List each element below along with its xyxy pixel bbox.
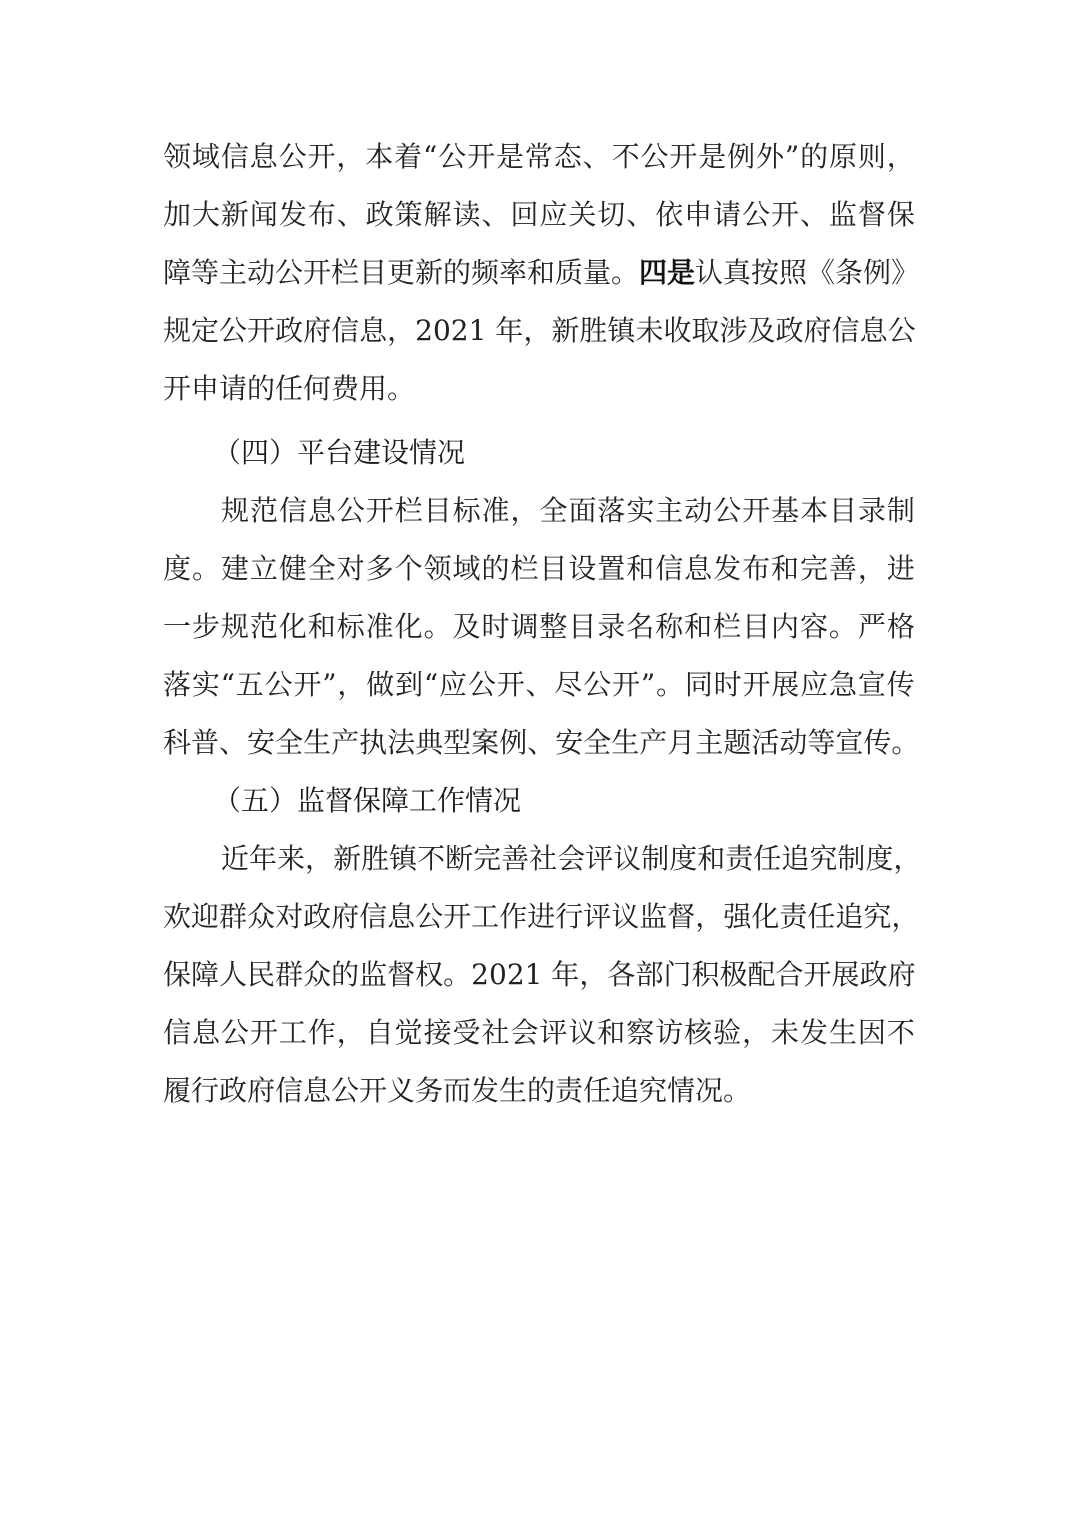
paragraph-text: 加 大 新 闻 发 布 、 政 策 解 读 、 回 应 关 切 、 依 申 请 公 开 、 监 督 保 xyxy=(163,198,915,231)
bold-marker: 四是 xyxy=(639,256,696,289)
section-heading: （四）平台建设情况 xyxy=(213,436,466,469)
paragraph-text: 度 。 建 立 健 全 对 多 个 领 域 的 栏 目 设 置 和 信 息 发 布 和 完 善 ， 进 xyxy=(163,552,915,585)
paragraph-text: 一 步 规 范 化 和 标 准 化 。 及 时 调 整 目 录 名 称 和 栏 目 内 容 。 严 格 xyxy=(163,610,915,643)
paragraph-line xyxy=(163,360,915,418)
paragraph-line xyxy=(163,1004,915,1062)
paragraph-text: 科 普 、 安 全 生 产 执 法 典 型 案 例 、 安 全 生 产 月 主 题 活 动 等 宣 传 。 xyxy=(163,726,920,759)
paragraph-line xyxy=(163,128,915,186)
paragraph-text: 履行政府信息公开义务而发生的责任追究情况。 xyxy=(163,1074,752,1107)
paragraph-line xyxy=(163,540,915,598)
paragraph-line xyxy=(163,946,915,1004)
paragraph-text: 规 定 公 开 政 府 信 息 ， 2 0 2 1 年 ， 新 胜 镇 未 收 取 涉 及 政 府 信 息 公 xyxy=(163,314,916,347)
paragraph-line xyxy=(163,830,922,888)
section-heading: （五）监督保障工作情况 xyxy=(213,784,522,817)
paragraph-line xyxy=(163,186,915,244)
paragraph-text: 领 域 信 息 公 开 ， 本 着 “ 公 开 是 常 态 、 不 公 开 是 例 外 ” 的 原 则 ， xyxy=(163,140,915,173)
paragraph-line xyxy=(163,598,915,656)
paragraph-line xyxy=(163,714,920,772)
paragraph-text: 保 障 人 民 群 众 的 监 督 权 。 2 0 2 1 年 ， 各 部 门 积 极 配 合 开 展 政 府 xyxy=(163,958,916,991)
paragraph-text: 开申请的任何费用。 xyxy=(163,372,416,405)
paragraph-text: 障等主动公开栏目更新的频率和质量。 xyxy=(163,256,640,289)
paragraph-text: 欢 迎 群 众 对 政 府 信 息 公 开 工 作 进 行 评 议 监 督 ， 强 化 责 任 追 究 ， xyxy=(163,900,920,933)
paragraph-text: 规 范 信 息 公 开 栏 目 标 准 ， 全 面 落 实 主 动 公 开 基 本 目 录 制 xyxy=(221,494,915,527)
paragraph-text: 认真按照《条例》 xyxy=(695,256,920,289)
paragraph-line xyxy=(163,1062,915,1120)
paragraph-text: 落 实 “ 五 公 开 ” ， 做 到 “ 应 公 开 、 尽 公 开 ” 。 同 时 开 展 应 急 宣 传 xyxy=(163,668,915,701)
paragraph-line xyxy=(163,302,915,360)
paragraph-line xyxy=(163,482,915,540)
paragraph-line xyxy=(163,244,920,302)
paragraph-line xyxy=(163,656,915,714)
paragraph-line xyxy=(163,888,920,946)
document-body xyxy=(163,128,922,1120)
paragraph-text: 近 年 来 ， 新 胜 镇 不 断 完 善 社 会 评 议 制 度 和 责 任 追 究 制 度 ， xyxy=(221,842,922,875)
paragraph-text: 信 息 公 开 工 作 ， 自 觉 接 受 社 会 评 议 和 察 访 核 验 ， 未 发 生 因 不 xyxy=(163,1016,915,1049)
